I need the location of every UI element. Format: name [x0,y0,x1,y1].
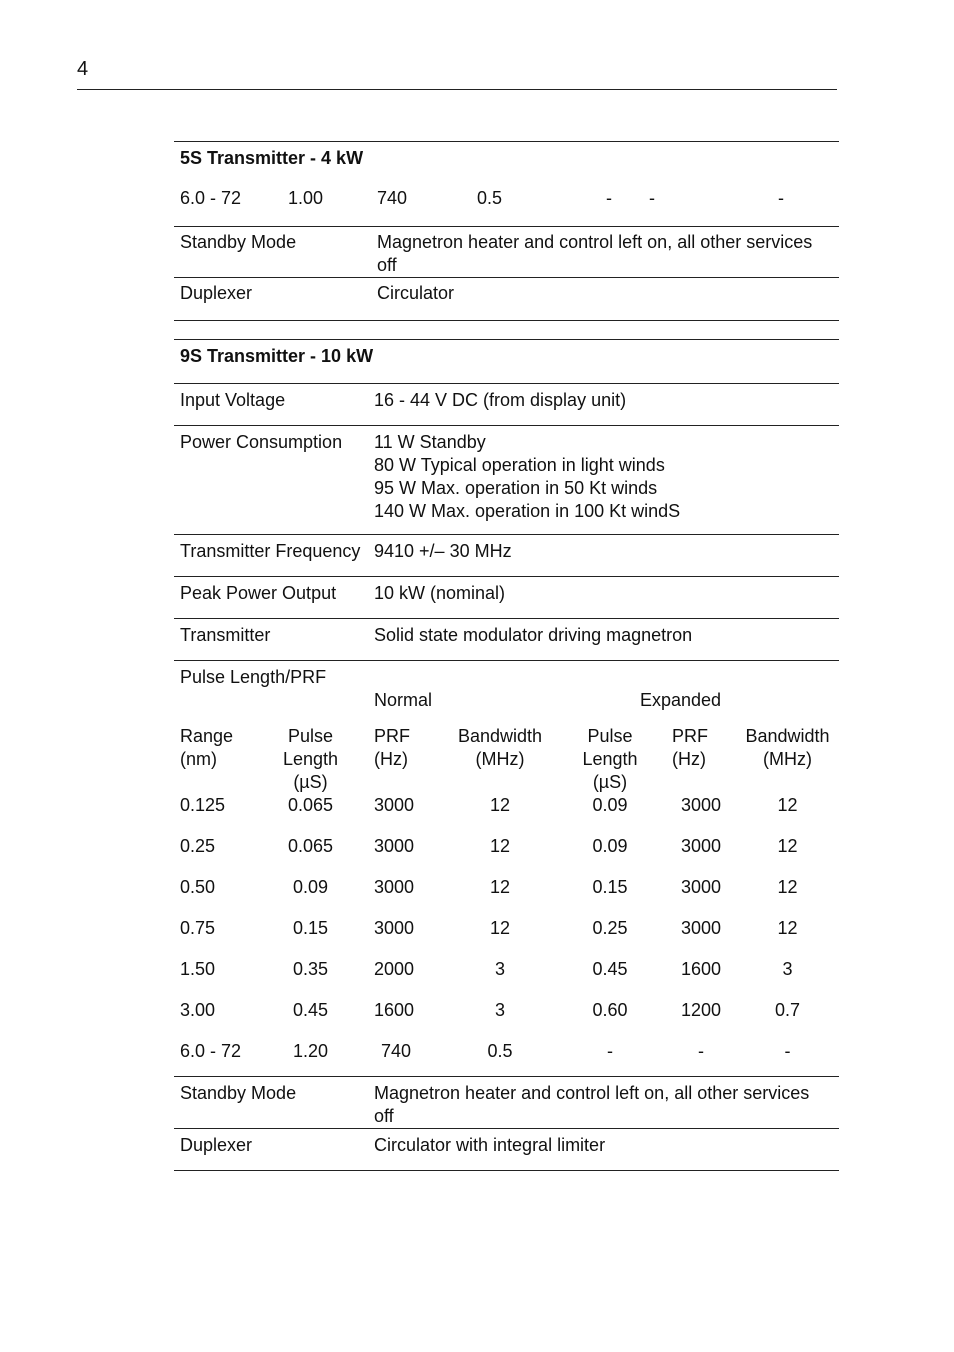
cell: 0.45 [292,1000,329,1020]
peak-power-row [174,577,839,619]
range-rows [174,794,839,1077]
table-5s-title: 5S Transmitter - 4 kW [180,148,364,168]
cell: 0.25 [180,836,216,856]
standby-label: Standby Mode [180,1083,297,1103]
cell: 3000 [374,836,415,856]
cell: 0.09 [592,795,628,815]
cell: 3000 [680,918,722,938]
header-line: (Hz) [374,749,408,769]
duplexer-value: Circulator [377,283,455,303]
table-5s-standby-row [174,227,839,278]
header-line: PRF [374,726,410,746]
cell: 0.75 [180,918,216,938]
power-consumption-label: Power Consumption [180,432,343,452]
power-line: 95 W Max. operation in 50 Kt winds [374,478,658,498]
cell: 3000 [374,877,415,897]
table-5s-transmitter [174,141,839,321]
cell: 0.45 [592,959,628,979]
standby-label: Standby Mode [180,232,297,252]
cell: 3 [782,959,793,979]
table-row [174,835,839,876]
col-header-prf-expanded [666,725,736,794]
cell: 6.0 - 72 [180,188,242,208]
cell: 12 [489,795,511,815]
header-line: Pulse Length [582,726,638,769]
cell: 3000 [680,795,722,815]
duplexer-label: Duplexer [180,1135,253,1155]
cell: 0.60 [592,1000,628,1020]
cell: 6.0 - 72 [180,1041,242,1061]
cell: 0.5 [487,1041,513,1061]
peak-power-value: 10 kW (nominal) [374,583,506,603]
header-line: Range [180,726,234,746]
expanded-label: Expanded [640,690,722,710]
cell: 3000 [374,795,415,815]
cell: 0.065 [287,836,334,856]
cell: 1.00 [288,188,324,208]
header-line: (MHz) [763,749,812,769]
table-9s-title-row [174,340,839,384]
col-header-range [174,725,253,794]
header-line: Bandwidth [745,726,830,746]
cell: 0.15 [592,877,628,897]
cell: 0.50 [180,877,216,897]
power-line: 80 W Typical operation in light winds [374,455,665,475]
cell: 740 [381,1041,412,1061]
normal-label: Normal [374,690,433,710]
table-row [174,794,839,835]
table-5s-duplexer-row [174,278,839,321]
input-voltage-row [174,384,839,426]
frequency-value: 9410 +/– 30 MHz [374,541,512,561]
header-line: (MHz) [475,749,525,769]
peak-power-label: Peak Power Output [180,583,337,603]
duplexer-value: Circulator with integral limiter [374,1135,606,1155]
cell: 3000 [374,918,415,938]
input-voltage-label: Input Voltage [180,390,286,410]
cell: 0.35 [292,959,329,979]
cell: 0.09 [592,836,628,856]
transmitter-value: Solid state modulator driving magnetron [374,625,693,645]
table-9s-title: 9S Transmitter - 10 kW [180,346,374,366]
column-header-row [174,725,839,794]
cell: 12 [489,918,511,938]
cell: - [607,1041,613,1061]
header-line: Bandwidth [457,726,543,746]
header-line: (Hz) [672,749,706,769]
cell: 1200 [680,1000,722,1020]
table-5s-range-row [174,187,839,227]
col-header-bandwidth-normal [446,725,554,794]
header-line: PRF [672,726,708,746]
cell: 3000 [680,877,722,897]
cell: 12 [489,877,511,897]
cell: - [784,1041,791,1061]
power-line: 11 W Standby [374,432,486,452]
frequency-row [174,535,839,577]
table-row [174,958,839,999]
cell: 0.125 [180,795,226,815]
cell: 1600 [374,1000,415,1020]
frequency-label: Transmitter Frequency [180,541,361,561]
cell: 3.00 [180,1000,216,1020]
table-row [174,876,839,917]
cell: 12 [777,877,798,897]
cell: - [778,188,785,208]
cell: 2000 [374,959,415,979]
col-header-pulse-expanded [554,725,666,794]
table-9s-transmitter [174,339,839,1171]
col-header-bandwidth-expanded [736,725,839,794]
cell: 0.7 [774,1000,801,1020]
cell: 1.20 [292,1041,329,1061]
cell: - [698,1041,704,1061]
table-5s-title-row [174,142,839,188]
header-line: (nm) [180,749,217,769]
pulse-label-row [174,661,839,690]
cell: 3 [494,959,505,979]
header-rule [77,89,837,90]
col-header-prf-normal [368,725,446,794]
standby-value: Magnetron heater and control left on, all other services off [377,232,813,275]
cell: 0.065 [287,795,334,815]
col-header-pulse-normal [253,725,368,794]
cell: 0.25 [592,918,628,938]
normal-expanded-row [174,689,839,725]
table-row [174,1040,839,1077]
page-number: 4 [77,58,89,80]
input-voltage-value: 16 - 44 V DC (from display unit) [374,390,627,410]
power-line: 140 W Max. operation in 100 Kt windS [374,501,681,521]
cell: 12 [777,918,798,938]
table-row [174,917,839,958]
cell: 3000 [680,836,722,856]
cell: 0.09 [292,877,329,897]
pulse-length-prf-label: Pulse Length/PRF [180,667,327,687]
cell: 740 [377,188,408,208]
cell: - [649,188,655,208]
transmitter-label: Transmitter [180,625,271,645]
header-line: (µS) [293,772,328,792]
table-9s-duplexer-row [174,1129,839,1171]
cell: 12 [489,836,511,856]
header-line: (µS) [592,772,628,792]
power-consumption-row [174,426,839,535]
table-9s-standby-row [174,1077,839,1129]
power-consumption-value [368,426,839,535]
header-line: Pulse Length [282,726,339,769]
cell: 1.50 [180,959,216,979]
cell: 0.15 [292,918,329,938]
standby-value: Magnetron heater and control left on, all other services off [374,1083,810,1126]
cell: 12 [777,795,798,815]
duplexer-label: Duplexer [180,283,253,303]
cell: 0.5 [477,188,503,208]
transmitter-row [174,619,839,661]
table-row [174,999,839,1040]
cell: 12 [777,836,798,856]
cell: - [606,188,612,208]
cell: 1600 [680,959,722,979]
cell: 3 [494,1000,505,1020]
